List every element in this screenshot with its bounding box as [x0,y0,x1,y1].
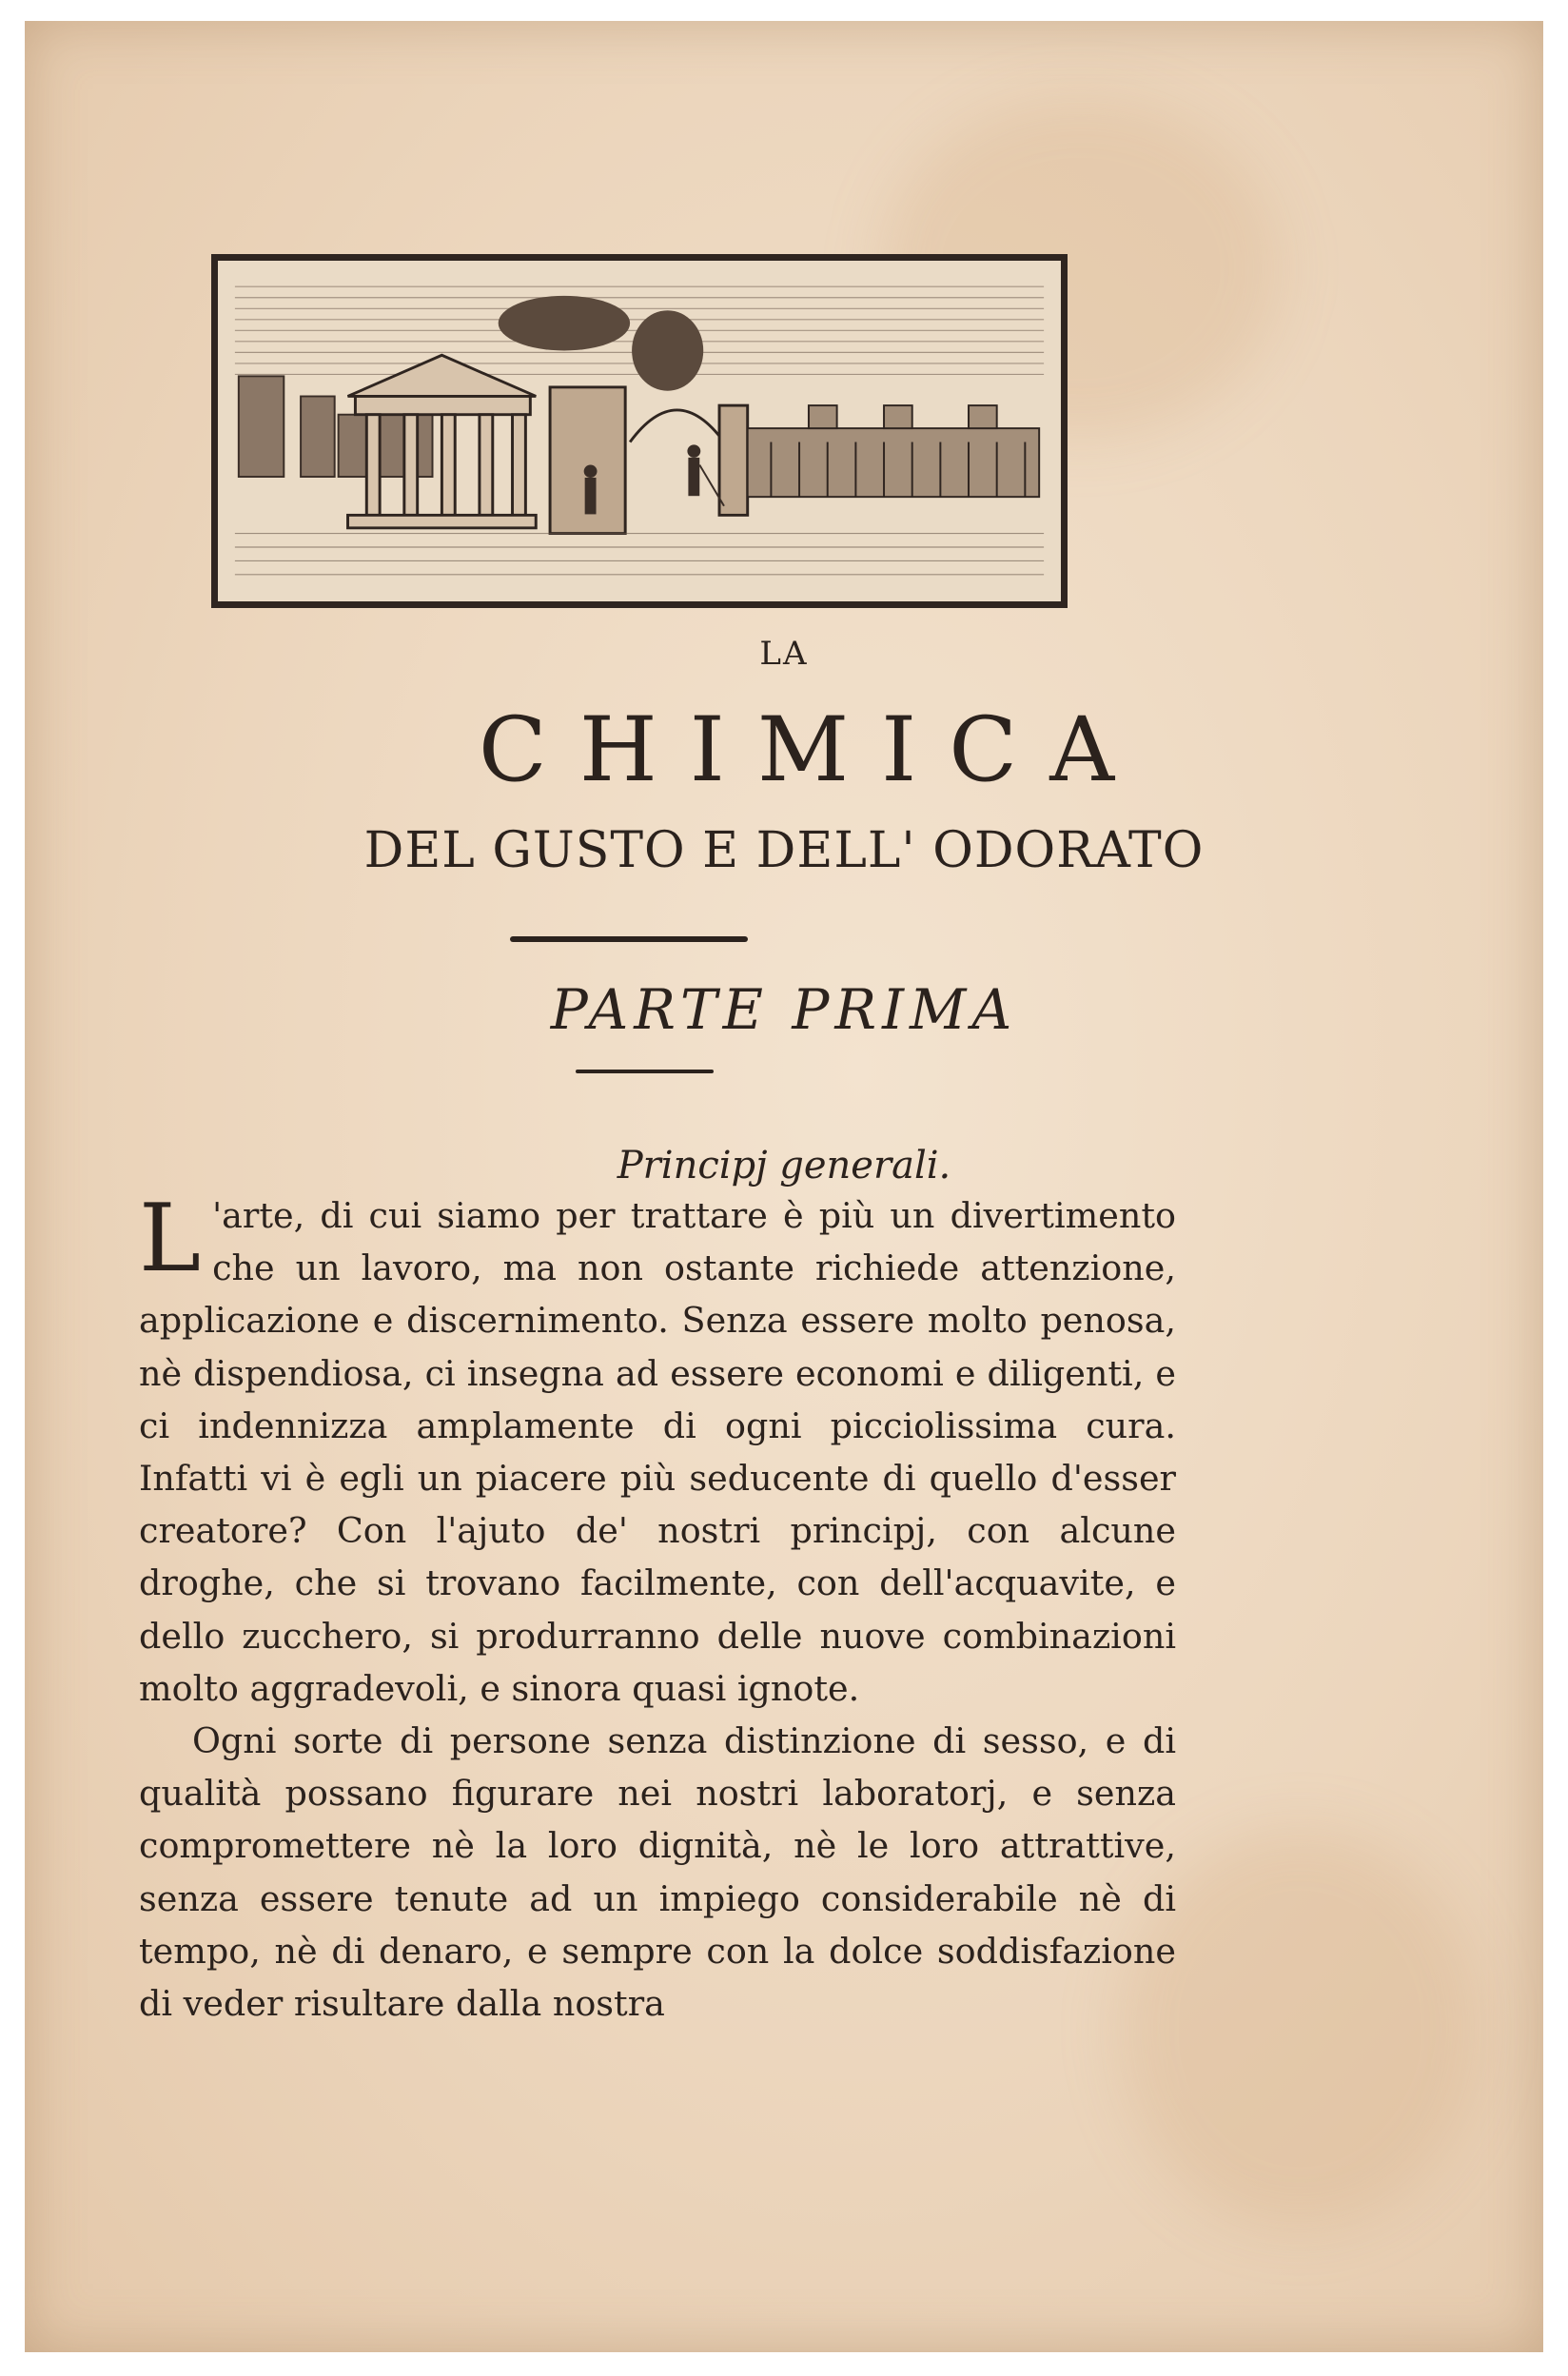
book-page [25,21,1543,2352]
drop-cap: L [139,1185,202,1293]
part-title: PARTE PRIMA [550,977,1018,1042]
paragraph [139,1185,1176,1715]
body-text [139,1185,1176,2030]
paragraph-text: 'arte, di cui siamo per trattare è più un divertimento che un lavoro, ma non ostante richiede attenzione, applicazione e discernimento. Senza essere molto penosa, nè dispendiosa, ci insegna ad essere economi e diligenti, e ci indennizza amplamente di ogni picciolissima cura. Infatti vi è egli un piacere più seducente di quello d'esser creatore? Con l'ajuto de' nostri principj, con alcune droghe, che si trovano facilmente, con dell'acquavite, e dello zucchero, si produrranno delle nuove combinazioni molto aggradevoli, e sinora quasi ignote. [139,1195,1176,1709]
page-subtitle: DEL GUSTO E DELL' ODORATO [363,822,1205,879]
page-title: CHIMICA [478,698,1147,802]
paragraph-text: Ogni sorte di persone senza distinzione di sesso, e di qualità possano figurare nei nostri laboratorj, e senza compromettere nè la loro dignità, nè le loro attrattive, senza essere tenute ad un impiego considerabile nè di tempo, nè di denaro, e sempre con la dolce soddisfazione di veder risultare dalla nostra [139,1720,1176,2025]
engraving-illustration [225,268,1053,594]
divider [576,1070,714,1073]
divider [510,936,748,942]
section-heading: Principj generali. [617,1144,951,1188]
paragraph [139,1715,1176,2030]
engraving-landscape-icon [211,254,1068,608]
title-article: LA [759,635,809,673]
